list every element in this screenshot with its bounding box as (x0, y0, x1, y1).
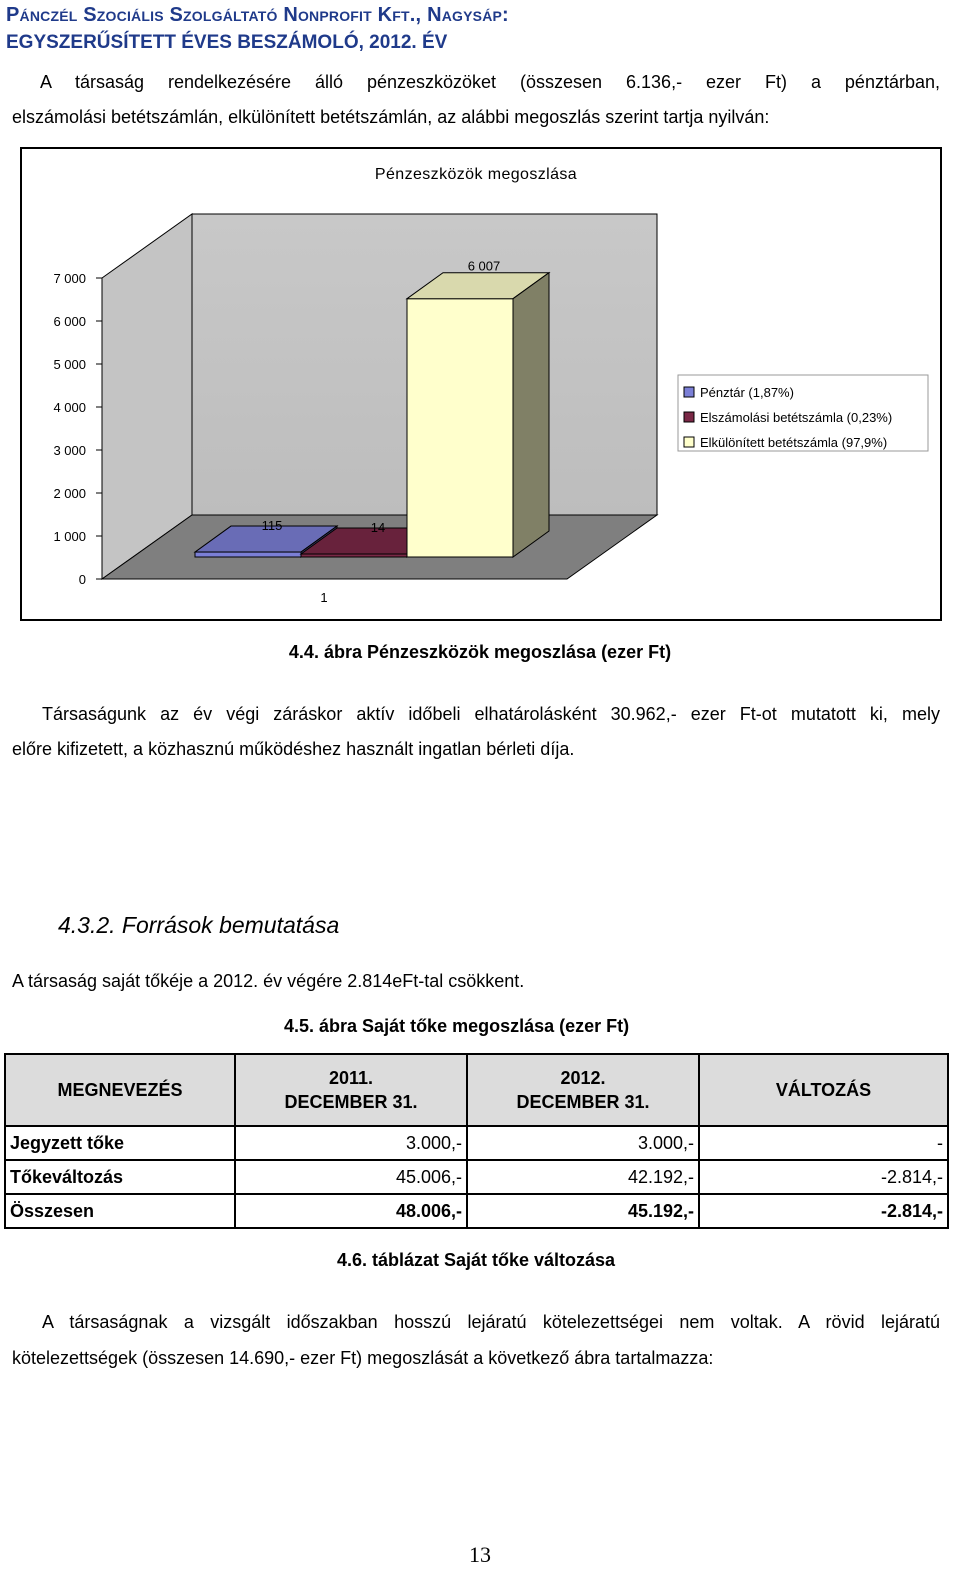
y-tick-label: 6 000 (53, 314, 86, 329)
bar-front (195, 552, 301, 557)
y-tick-label: 7 000 (53, 271, 86, 286)
col-header-2011 (235, 1054, 467, 1126)
table-row (5, 1160, 948, 1194)
col-header-2012 (467, 1054, 699, 1126)
row-change: - (699, 1126, 948, 1160)
equity-table (4, 1053, 949, 1229)
row-value-2012: 45.192,- (467, 1194, 699, 1228)
header-report-title: EGYSZERŰSÍTETT ÉVES BESZÁMOLÓ, 2012. ÉV (6, 32, 448, 53)
row-value-2011: 3.000,- (235, 1126, 467, 1160)
table-title: 4.5. ábra Saját tőke megoszlása (ezer Ft) (284, 1016, 630, 1036)
row-value-2011: 45.006,- (235, 1160, 467, 1194)
data-label: 115 (261, 518, 283, 534)
chart-svg (22, 149, 940, 619)
section-title: 4.3.2. Források bemutatása (58, 912, 340, 938)
row-name: Jegyzett tőke (5, 1126, 235, 1160)
intro-paragraph-line1: A társaság rendelkezésére álló pénzeszközöket (összesen 6.136,- ezer Ft) a pénztárban, (40, 72, 940, 92)
bar-front (407, 299, 513, 557)
y-tick-label: 5 000 (53, 357, 86, 372)
data-label: 6 007 (467, 258, 501, 274)
table-total-row (5, 1194, 948, 1228)
table-caption: 4.6. táblázat Saját tőke változása (336, 1250, 616, 1270)
liabilities-paragraph-line2: kötelezettségek (összesen 14.690,- ezer Ft) megoszlását a következő ábra tartalmazza: (12, 1348, 714, 1368)
chart-title: Pénzeszközök megoszlása (374, 166, 578, 183)
bar-side (513, 273, 549, 557)
y-tick-label: 2 000 (53, 486, 86, 501)
row-value-2012: 3.000,- (467, 1126, 699, 1160)
figure-caption: 4.4. ábra Pénzeszközök megoszlása (ezer Ft) (288, 642, 672, 662)
page-number: 13 (469, 1542, 491, 1567)
col-header-2011-date: DECEMBER 31. (284, 1092, 418, 1112)
col-header-2012-year: 2012. (560, 1068, 606, 1088)
legend-swatch (684, 412, 694, 422)
x-tick-label: 1 (320, 590, 328, 605)
data-label: 14 (370, 520, 386, 535)
col-header-2012-date: DECEMBER 31. (516, 1092, 650, 1112)
chart-legend (678, 375, 928, 451)
y-tick-label: 3 000 (53, 443, 86, 458)
document-header (6, 2, 509, 56)
header-company: Pánczél Szociális Szolgáltató Nonprofit Kft., Nagysáp: (6, 4, 509, 26)
equity-paragraph: A társaság saját tőkéje a 2012. év végére 2.814eFt-tal csökkent. (12, 971, 525, 991)
row-name: Összesen (5, 1194, 235, 1228)
row-value-2011: 48.006,- (235, 1194, 467, 1228)
row-change: -2.814,- (699, 1160, 948, 1194)
row-change: -2.814,- (699, 1194, 948, 1228)
legend-swatch (684, 387, 694, 397)
row-name: Tőkeváltozás (5, 1160, 235, 1194)
liabilities-paragraph-line1: A társaságnak a vizsgált időszakban hosszú lejáratú kötelezettségei nem voltak. A rövid lejáratú (42, 1312, 940, 1332)
cash-distribution-chart (20, 147, 942, 621)
legend-entry: Elkülönített betétszámla (97,9%) (700, 435, 888, 450)
legend-entry: Elszámolási betétszámla (0,23%) (700, 410, 893, 425)
col-header-name: MEGNEVEZÉS (5, 1054, 235, 1126)
row-value-2012: 42.192,- (467, 1160, 699, 1194)
accrual-paragraph-line1: Társaságunk az év végi záráskor aktív időbeli elhatárolásként 30.962,- ezer Ft-ot mutatott ki, mely (42, 704, 940, 724)
intro-paragraph-line2: elszámolási betétszámlán, elkülönített betétszámlán, az alábbi megoszlás szerint tartja nyilván: (12, 107, 770, 127)
col-header-change: VÁLTOZÁS (699, 1054, 948, 1126)
y-tick-label: 4 000 (53, 400, 86, 415)
legend-swatch (684, 437, 694, 447)
bar-3 (407, 273, 549, 557)
y-tick-label: 1 000 (53, 529, 86, 544)
accrual-paragraph-line2: előre kifizetett, a közhasznú működéshez használt ingatlan bérleti díja. (12, 739, 575, 759)
col-header-2011-year: 2011. (328, 1068, 374, 1088)
y-tick-label: 0 (78, 572, 86, 587)
table-row (5, 1126, 948, 1160)
legend-entry: Pénztár (1,87%) (700, 385, 794, 400)
table-header-row (5, 1054, 948, 1126)
